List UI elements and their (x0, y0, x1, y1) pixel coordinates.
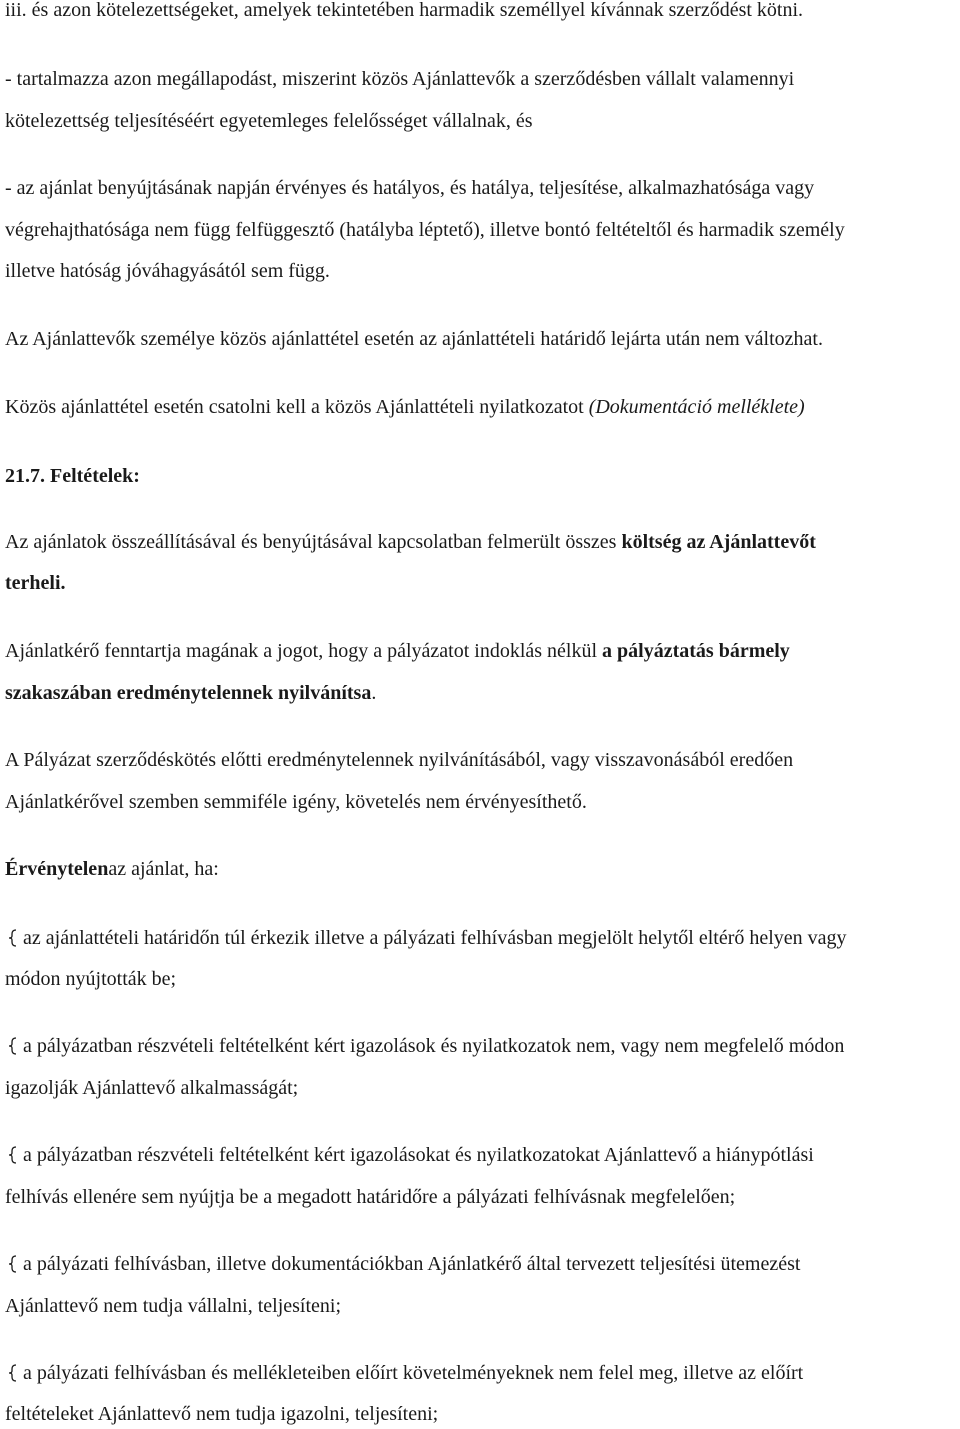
paragraph-text: az ajánlat, ha: (108, 858, 219, 880)
bullet-bracket-icon (6, 1364, 20, 1382)
list-item-text: a pályázatban részvételi feltételként kért igazolások és nyilatkozatok nem, vagy nem megfelelő módon (23, 1035, 845, 1057)
paragraph-line (5, 856, 960, 882)
paragraph-line: A Pályázat szerződéskötés előtti eredménytelennek nyilvánításából, vagy visszavonásából eredően (5, 749, 794, 771)
paragraph-text: Az ajánlatok összeállításával és benyújtásával kapcsolatban felmerült összes (5, 531, 622, 553)
paragraph-text: . (371, 682, 377, 704)
list-item-text: a pályázati felhívásban, illetve dokumentációkban Ajánlatkérő által tervezett teljesítési ütemezést (23, 1253, 801, 1275)
italic-reference: (Dokumentáció melléklete) (588, 396, 805, 418)
bullet-bracket-icon (6, 1037, 20, 1055)
paragraph-line (5, 680, 960, 706)
section-heading: 21.7. Feltételek: (5, 465, 140, 487)
paragraph-line: végrehajthatósága nem függ felfüggesztő (hatályba léptető), illetve bontó feltételtől és harmadik személy (5, 219, 845, 241)
list-item-continuation: igazolják Ajánlattevő alkalmasságát; (5, 1077, 299, 1099)
list-item (5, 1251, 960, 1277)
list-item-text: a pályázatban részvételi feltételként kért igazolásokat és nyilatkozatokat Ajánlattevő a hiánypótlási (23, 1144, 814, 1166)
bold-emphasis: a pályáztatás bármely (602, 640, 790, 662)
paragraph-line: illetve hatóság jóváhagyásától sem függ. (5, 260, 330, 282)
bold-emphasis: szakaszában eredménytelennek nyilvánítsa (5, 682, 372, 704)
paragraph-line (5, 394, 960, 420)
list-item-continuation: módon nyújtották be; (5, 968, 177, 990)
paragraph-line: iii. és azon kötelezettségeket, amelyek tekintetében harmadik személlyel kívánnak szerződést kötni. (5, 0, 804, 21)
bullet-bracket-icon (6, 1146, 20, 1164)
bullet-bracket-icon (6, 929, 20, 947)
paragraph-text: Közös ajánlattétel esetén csatolni kell a közös Ajánlattételi nyilatkozatot (5, 396, 589, 418)
list-item-continuation: feltételeket Ajánlattevő nem tudja igazolni, teljesíteni; (5, 1403, 439, 1425)
paragraph-line: - tartalmazza azon megállapodást, miszerint közös Ajánlattevők a szerződésben vállalt valamennyi (5, 68, 795, 90)
paragraph-line: - az ajánlat benyújtásának napján érvényes és hatályos, és hatálya, teljesítése, alkalmazhatósága vagy (5, 177, 815, 199)
list-item-text: a pályázati felhívásban és mellékleteiben előírt követelményeknek nem felel meg, illetve az előírt (23, 1362, 804, 1384)
paragraph-text: Ajánlatkérő fenntartja magának a jogot, hogy a pályázatot indoklás nélkül (5, 640, 603, 662)
paragraph-line (5, 529, 960, 555)
paragraph-line (5, 638, 960, 664)
list-item (5, 925, 960, 951)
bullet-bracket-icon (6, 1255, 20, 1273)
paragraph-line: Ajánlatkérővel szemben semmiféle igény, követelés nem érvényesíthető. (5, 791, 587, 813)
list-item (5, 1360, 960, 1386)
paragraph-line: kötelezettség teljesítéséért egyetemleges felelősséget vállalnak, és (5, 110, 533, 132)
list-item (5, 1033, 960, 1059)
list-item-continuation: Ajánlattevő nem tudja vállalni, teljesíteni; (5, 1295, 342, 1317)
bold-emphasis: költség az Ajánlattevőt (621, 531, 816, 553)
list-item-continuation: felhívás ellenére sem nyújtja be a megadott határidőre a pályázati felhívásnak megfelelően; (5, 1186, 736, 1208)
list-item (5, 1142, 960, 1168)
list-item-text: az ajánlattételi határidőn túl érkezik illetve a pályázati felhívásban megjelölt helytől eltérő helyen vagy (23, 927, 847, 949)
bold-emphasis: Érvénytelen (5, 858, 109, 880)
bold-emphasis: terheli. (5, 572, 66, 594)
paragraph-line: Az Ajánlattevők személye közös ajánlattétel esetén az ajánlattételi határidő lejárta után nem változhat. (5, 328, 823, 350)
